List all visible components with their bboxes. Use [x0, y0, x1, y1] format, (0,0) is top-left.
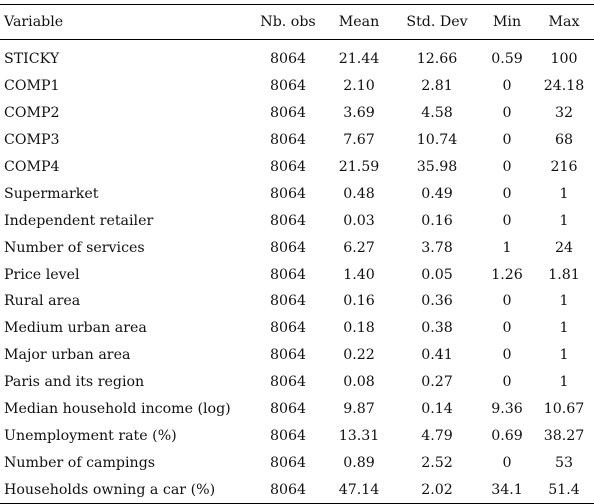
- table-header: [0, 5, 594, 40]
- cell-variable: Supermarket: [4, 185, 99, 202]
- cell-min: 9.36: [491, 401, 523, 418]
- cell-mean: 13.31: [338, 427, 380, 444]
- cell-max: 51.4: [548, 481, 580, 498]
- cell-min: 0: [502, 454, 512, 471]
- cell-std-dev: 0.36: [421, 293, 453, 310]
- cell-std-dev: 0.14: [421, 401, 453, 418]
- cell-std-dev: 10.74: [416, 132, 458, 149]
- cell-nb-obs: 8064: [269, 159, 307, 175]
- cell-nb-obs: 8064: [269, 293, 307, 310]
- cell-std-dev: 0.41: [421, 347, 453, 364]
- cell-max: 1.81: [548, 266, 580, 283]
- cell-nb-obs: 8064: [269, 427, 307, 444]
- cell-max: 10.67: [543, 401, 585, 418]
- cell-mean: 6.27: [343, 239, 375, 256]
- cell-max: 1: [559, 320, 569, 337]
- cell-min: 34.1: [491, 481, 523, 498]
- cell-min: 0.59: [491, 51, 523, 68]
- cell-min: 0: [502, 132, 512, 149]
- table-row: [0, 73, 594, 100]
- cell-min: 1: [502, 239, 512, 256]
- cell-variable: Independent retailer: [4, 212, 154, 229]
- cell-min: 1.26: [491, 266, 523, 283]
- cell-std-dev: 0.49: [421, 185, 453, 202]
- cell-min: 0: [502, 374, 512, 391]
- table-row: [0, 449, 594, 476]
- cell-mean: 0.22: [343, 347, 375, 364]
- table-row: [0, 396, 594, 423]
- cell-nb-obs: 8064: [269, 185, 307, 202]
- cell-variable: Major urban area: [4, 347, 131, 364]
- cell-variable: STICKY: [4, 51, 60, 68]
- cell-std-dev: 2.02: [421, 481, 453, 498]
- cell-nb-obs: 8064: [269, 132, 307, 149]
- cell-mean: 9.87: [343, 401, 375, 418]
- cell-mean: 0.16: [343, 293, 375, 310]
- cell-variable: Number of services: [4, 239, 145, 256]
- cell-max: 1: [559, 347, 569, 364]
- cell-max: 68: [554, 132, 574, 149]
- cell-nb-obs: 8064: [269, 454, 307, 471]
- cell-mean: 0.08: [343, 374, 375, 391]
- cell-nb-obs: 8064: [269, 401, 307, 418]
- cell-max: 53: [554, 454, 574, 471]
- cell-nb-obs: 8064: [269, 78, 307, 95]
- table-row: [0, 315, 594, 342]
- cell-variable: Households owning a car (%): [4, 481, 216, 498]
- cell-std-dev: 0.05: [421, 266, 453, 283]
- cell-std-dev: 35.98: [416, 159, 458, 175]
- cell-max: 1: [559, 293, 569, 310]
- table-row: [0, 100, 594, 127]
- cell-variable: COMP1: [4, 78, 60, 95]
- cell-std-dev: 2.52: [421, 454, 453, 471]
- cell-max: 1: [559, 212, 569, 229]
- cell-max: 24: [554, 239, 574, 256]
- cell-std-dev: 0.27: [421, 374, 453, 391]
- header-row: [0, 5, 594, 40]
- table-row: [0, 154, 594, 181]
- table-row: [0, 369, 594, 396]
- cell-variable: Median household income (log): [4, 401, 231, 418]
- cell-max: 32: [554, 105, 574, 122]
- cell-mean: 3.69: [343, 105, 375, 122]
- cell-variable: Paris and its region: [4, 374, 145, 391]
- cell-nb-obs: 8064: [269, 481, 307, 498]
- cell-mean: 47.14: [338, 481, 380, 498]
- cell-max: 100: [550, 51, 578, 68]
- cell-variable: COMP3: [4, 132, 60, 149]
- cell-min: 0: [502, 78, 512, 95]
- cell-min: 0: [502, 293, 512, 310]
- header-mean: Mean: [338, 14, 380, 30]
- cell-min: 0: [502, 347, 512, 364]
- cell-max: 24.18: [543, 78, 585, 95]
- cell-variable: Rural area: [4, 293, 81, 310]
- header-max: Max: [548, 14, 580, 30]
- cell-min: 0: [502, 320, 512, 337]
- cell-min: 0: [502, 212, 512, 229]
- cell-mean: 1.40: [343, 266, 375, 283]
- table-row: [0, 234, 594, 261]
- cell-mean: 0.89: [343, 454, 375, 471]
- cell-mean: 0.03: [343, 212, 375, 229]
- table-row: [0, 127, 594, 154]
- cell-variable: Price level: [4, 266, 80, 283]
- cell-std-dev: 2.81: [421, 78, 453, 95]
- table-row: [0, 261, 594, 288]
- table-row: [0, 422, 594, 449]
- table-row: [0, 40, 594, 73]
- cell-mean: 21.44: [338, 51, 380, 68]
- cell-variable: Unemployment rate (%): [4, 427, 177, 444]
- cell-max: 1: [559, 374, 569, 391]
- cell-std-dev: 3.78: [421, 239, 453, 256]
- table-body: [0, 40, 594, 504]
- cell-variable: COMP2: [4, 105, 60, 122]
- summary-statistics-table-wrapper: [0, 4, 594, 504]
- cell-mean: 7.67: [343, 132, 375, 149]
- cell-std-dev: 0.16: [421, 212, 453, 229]
- summary-statistics-table: [0, 4, 594, 504]
- cell-std-dev: 12.66: [416, 51, 458, 68]
- cell-min: 0.69: [491, 427, 523, 444]
- cell-mean: 2.10: [343, 78, 375, 95]
- table-row: [0, 476, 594, 503]
- cell-nb-obs: 8064: [269, 51, 307, 68]
- cell-variable: Number of campings: [4, 454, 156, 471]
- table-row: [0, 288, 594, 315]
- header-nb-obs: Nb. obs: [260, 14, 316, 30]
- cell-nb-obs: 8064: [269, 347, 307, 364]
- cell-nb-obs: 8064: [269, 266, 307, 283]
- cell-nb-obs: 8064: [269, 212, 307, 229]
- cell-nb-obs: 8064: [269, 239, 307, 256]
- table-row: [0, 180, 594, 207]
- cell-nb-obs: 8064: [269, 105, 307, 122]
- cell-mean: 21.59: [338, 159, 380, 175]
- cell-variable: Medium urban area: [4, 320, 147, 337]
- cell-min: 0: [502, 159, 512, 175]
- table-row: [0, 342, 594, 369]
- cell-mean: 0.18: [343, 320, 375, 337]
- cell-variable: COMP4: [4, 159, 60, 175]
- cell-std-dev: 0.38: [421, 320, 453, 337]
- cell-mean: 0.48: [343, 185, 375, 202]
- header-min: Min: [492, 14, 522, 30]
- cell-max: 216: [550, 159, 578, 175]
- cell-nb-obs: 8064: [269, 320, 307, 337]
- cell-std-dev: 4.58: [421, 105, 453, 122]
- header-variable: Variable: [4, 14, 64, 30]
- table-row: [0, 207, 594, 234]
- header-std-dev: Std. Dev: [406, 14, 468, 30]
- cell-min: 0: [502, 185, 512, 202]
- cell-min: 0: [502, 105, 512, 122]
- cell-std-dev: 4.79: [421, 427, 453, 444]
- cell-max: 1: [559, 185, 569, 202]
- cell-max: 38.27: [543, 427, 585, 444]
- cell-nb-obs: 8064: [269, 374, 307, 391]
